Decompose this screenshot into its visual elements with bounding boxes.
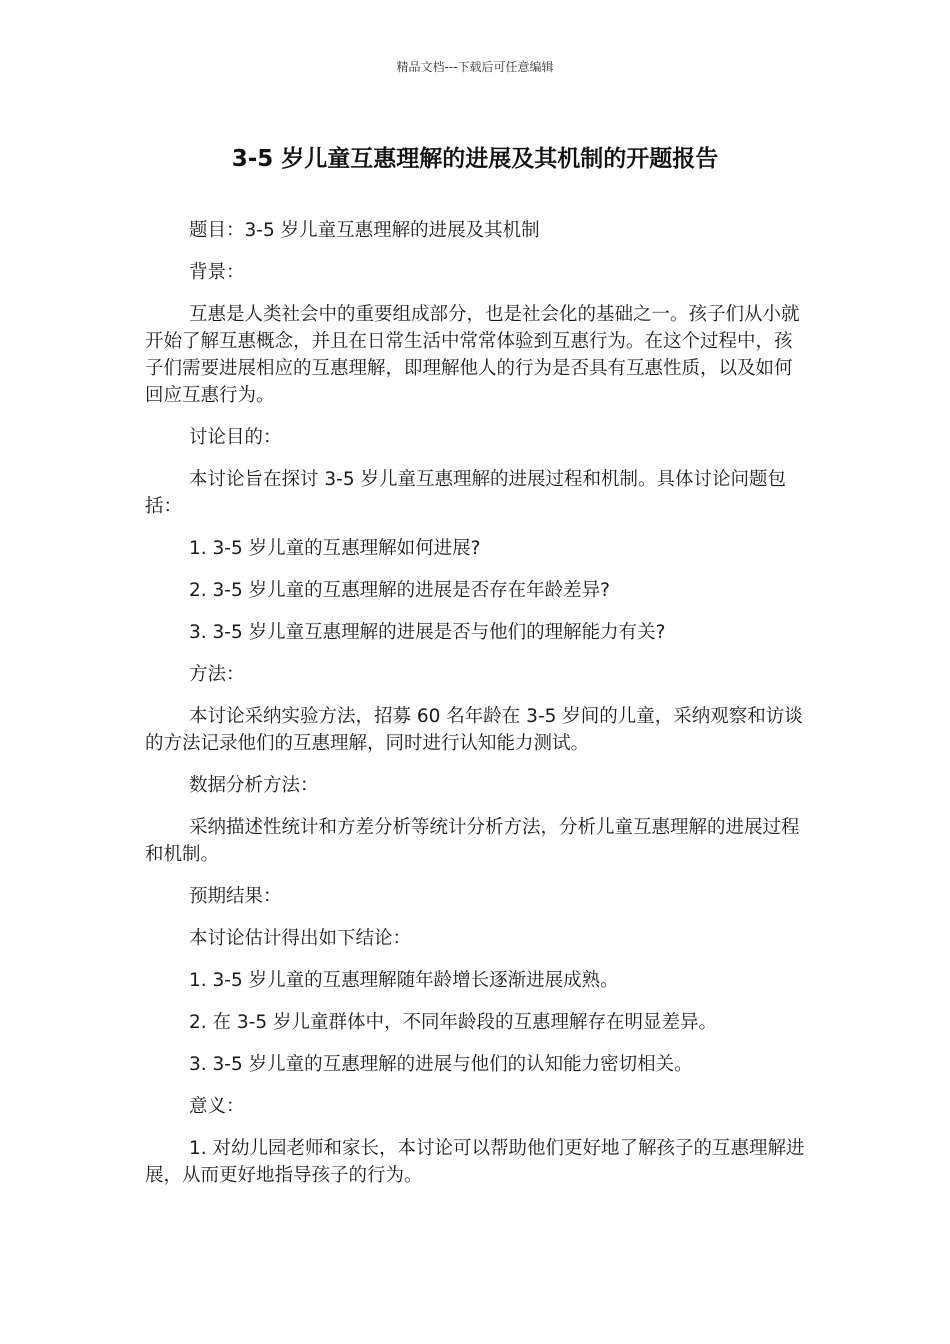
section-heading-method: 方法： <box>189 664 245 685</box>
topic-line: 题目：3-5 岁儿童互惠理解的进展及其机制 <box>189 220 540 241</box>
research-question-1: 1. 3-5 岁儿童的互惠理解如何进展? <box>189 538 481 559</box>
purpose-paragraph: 本讨论旨在探讨 3-5 岁儿童互惠理解的进展过程和机制。具体讨论问题包括： <box>145 469 786 517</box>
research-question-3: 3. 3-5 岁儿童互惠理解的进展是否与他们的理解能力有关? <box>189 622 666 643</box>
document-body <box>145 217 810 1204</box>
method-paragraph: 本讨论采纳实验方法，招募 60 名年龄在 3-5 岁间的儿童，采纳观察和访谈的方法记录他们的互惠理解，同时进行认知能力测试。 <box>145 706 803 754</box>
research-question-2: 2. 3-5 岁儿童的互惠理解的进展是否存在年龄差异? <box>189 580 610 601</box>
background-paragraph: 互惠是人类社会中的重要组成部分，也是社会化的基础之一。孩子们从小就开始了解互惠概念，并且在日常生活中常常体验到互惠行为。在这个过程中，孩子们需要进展相应的互惠理解，即理解他人的行为是否具有互惠性质，以及如何回应互惠行为。 <box>145 304 800 406</box>
expected-result-2: 2. 在 3-5 岁儿童群体中，不同年龄段的互惠理解存在明显差异。 <box>189 1012 718 1033</box>
section-heading-purpose: 讨论目的： <box>189 427 282 448</box>
section-heading-significance: 意义： <box>189 1096 245 1117</box>
page-header-note: 精品文档---下载后可任意编辑 <box>396 60 554 74</box>
document-title: 3-5 岁儿童互惠理解的进展及其机制的开题报告 <box>231 146 719 172</box>
expected-result-1: 1. 3-5 岁儿童的互惠理解随年龄增长逐渐进展成熟。 <box>189 970 619 991</box>
section-heading-background: 背景： <box>189 262 245 283</box>
expected-results-intro: 本讨论估计得出如下结论： <box>189 928 412 949</box>
expected-result-3: 3. 3-5 岁儿童的互惠理解的进展与他们的认知能力密切相关。 <box>189 1054 693 1075</box>
section-heading-analysis: 数据分析方法： <box>189 775 319 796</box>
analysis-paragraph: 采纳描述性统计和方差分析等统计分析方法，分析儿童互惠理解的进展过程和机制。 <box>145 817 800 865</box>
significance-item-1: 1. 对幼儿园老师和家长，本讨论可以帮助他们更好地了解孩子的互惠理解进展，从而更好地指导孩子的行为。 <box>145 1138 805 1186</box>
section-heading-expected-results: 预期结果： <box>189 886 282 907</box>
